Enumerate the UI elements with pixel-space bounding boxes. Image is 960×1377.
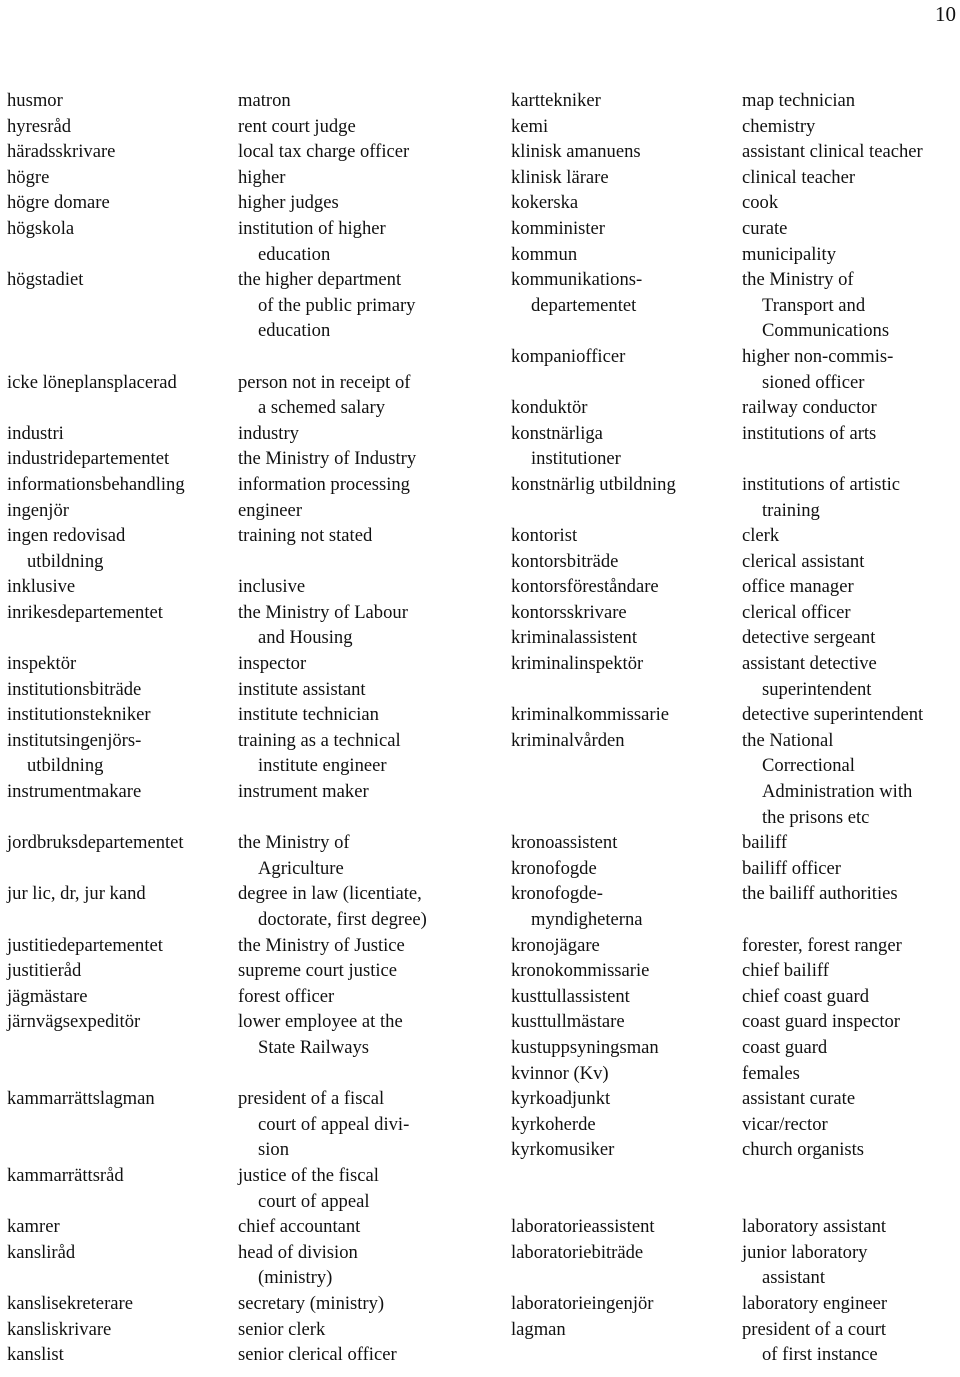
blank-line [7,395,235,421]
glossary-line: education [258,243,331,265]
glossary-line: detective superintendent [742,704,924,726]
glossary-line: institute engineer [258,755,387,777]
english-translations-column-a [238,88,466,1368]
glossary-line: of the public primary [258,294,416,316]
glossary-line: clerk [742,525,780,547]
blank-line [238,805,466,831]
blank-line [742,907,960,933]
glossary-line: kanslist [7,1344,64,1366]
glossary-line: jägmästare [7,985,88,1007]
blank-line [7,242,235,268]
blank-line [7,1137,235,1163]
glossary-line: curate [742,217,788,239]
glossary-line: ingenjör [7,499,69,521]
blank-line [511,779,739,805]
glossary-line: court of appeal [258,1190,370,1212]
glossary-line: kriminalassistent [511,627,638,649]
glossary-line: klinisk amanuens [511,141,641,163]
glossary-line: kemi [511,115,549,137]
glossary-line: detective sergeant [742,627,876,649]
glossary-line: (ministry) [258,1267,333,1289]
glossary-line: kyrkoadjunkt [511,1088,611,1110]
english-translations-column-b [742,88,960,1368]
glossary-line: sioned officer [762,371,865,393]
glossary-line: secretary (ministry) [238,1292,385,1314]
glossary-line: utbildning [27,755,104,777]
glossary-line: kammarrättsråd [7,1164,124,1186]
glossary-line: the Ministry of Labour [238,601,408,623]
blank-line [742,1163,960,1189]
glossary-line: Agriculture [258,857,344,879]
blank-line [238,344,466,370]
glossary-line: hyresråd [7,115,72,137]
blank-line [7,1189,235,1215]
glossary-line: kriminalkommissarie [511,704,670,726]
glossary-line: clerical assistant [742,550,865,572]
glossary-line: clerical officer [742,601,851,623]
glossary-line: bailiff [742,832,788,854]
glossary-line: institution of higher [238,217,386,239]
blank-line [7,293,235,319]
glossary-line: myndigheterna [531,909,643,930]
glossary-line: training [762,499,820,521]
glossary-line: komminister [511,217,605,239]
glossary-line: häradsskrivare [7,141,116,163]
blank-line [511,753,739,779]
glossary-line: utbildning [27,550,104,572]
glossary-line: departementet [531,294,637,316]
glossary-line: kommun [511,243,578,265]
glossary-line: högskola [7,217,75,239]
glossary-line: president of a court [742,1318,887,1340]
glossary-line: junior laboratory [742,1241,868,1263]
glossary-line: the Ministry of Industry [238,448,417,470]
glossary-line: kokerska [511,192,579,214]
glossary-line: assistant [762,1267,826,1289]
blank-line [511,805,739,831]
blank-line [7,1112,235,1138]
glossary-line: forest officer [238,985,335,1007]
glossary-line: matron [238,90,291,111]
blank-line [238,549,466,575]
glossary-line: justice of the fiscal [238,1164,379,1186]
glossary-line: industridepartementet [7,448,170,470]
glossary-line: vicar/rector [742,1113,828,1135]
glossary-line: supreme court justice [238,960,398,982]
glossary-line: klinisk lärare [511,166,609,188]
glossary-line: church organists [742,1139,865,1161]
blank-line [511,498,739,524]
blank-line [7,805,235,831]
glossary-line: the Ministry of [742,269,854,291]
glossary-line: railway conductor [742,397,877,419]
blank-line [7,856,235,882]
glossary-line: kriminalinspektör [511,653,644,675]
blank-line [7,1035,235,1061]
blank-line [511,1163,739,1189]
glossary-line: laboratoriebiträde [511,1241,644,1263]
glossary-line: assistant detective [742,653,877,675]
blank-line [7,907,235,933]
glossary-line: education [258,320,331,342]
glossary-line: degree in law (licentiate, [238,883,422,905]
glossary-line: kamrer [7,1216,60,1238]
glossary-line: assistant curate [742,1088,856,1110]
glossary-line: coast guard inspector [742,1011,900,1033]
blank-line [511,318,739,344]
glossary-line: assistant clinical teacher [742,141,923,163]
glossary-line: higher [238,166,286,188]
glossary-line: industry [238,422,299,444]
glossary-line: superintendent [762,678,872,700]
glossary-line: map technician [742,90,856,111]
glossary-line: industri [7,422,64,444]
glossary-line: coast guard [742,1036,828,1058]
blank-line [742,446,960,472]
glossary-line: informationsbehandling [7,473,185,495]
glossary-line: and Housing [258,627,353,649]
glossary-line: senior clerk [238,1318,326,1340]
page-number: 10 [935,2,956,26]
glossary-line: Transport and [762,294,866,316]
glossary-line: instrumentmakare [7,781,142,803]
glossary-line: kansliråd [7,1241,76,1263]
glossary-line: justitieråd [7,960,82,982]
glossary-line: institute technician [238,704,379,726]
glossary-line: rent court judge [238,115,356,137]
glossary-line: the bailiff authorities [742,883,898,905]
glossary-line: State Railways [258,1036,370,1058]
glossary-line: local tax charge officer [238,141,410,163]
glossary-line: president of a fiscal [238,1088,385,1110]
glossary-line: institutsingenjörs- [7,729,142,751]
glossary-line: kvinnor (Kv) [511,1062,609,1084]
glossary-line: kyrkomusiker [511,1139,615,1161]
glossary-line: konstnärlig utbildning [511,473,676,495]
glossary-line: chief coast guard [742,985,869,1007]
glossary-line: Communications [762,320,890,342]
glossary-line: the National [742,729,834,751]
glossary-line: kustuppsyningsman [511,1036,659,1058]
glossary-line: office manager [742,576,854,598]
glossary-line: instrument maker [238,781,369,803]
glossary-line: lagman [511,1318,566,1340]
glossary-line: inklusive [7,576,76,598]
blank-line [742,1189,960,1215]
glossary-line: forester, forest ranger [742,934,902,956]
glossary-line: information processing [238,473,410,495]
glossary-line: the prisons etc [762,806,870,828]
glossary-line: training not stated [238,525,373,547]
glossary-line: jordbruksdepartementet [7,832,184,854]
glossary-line: kammarrättslagman [7,1088,155,1110]
swedish-terms-column-b [511,88,739,1368]
glossary-line: institutions of artistic [742,473,901,495]
glossary-line: institutionstekniker [7,704,151,726]
glossary-line: females [742,1062,800,1084]
glossary-line: institutioner [531,448,621,470]
glossary-line: inspektör [7,653,77,675]
blank-line [238,1061,466,1087]
glossary-line: the Ministry of [238,832,350,854]
glossary-line: kronoassistent [511,832,618,854]
glossary-line: clinical teacher [742,166,856,188]
glossary-line: court of appeal divi- [258,1113,410,1135]
blank-line [7,625,235,651]
glossary-line: kusttullassistent [511,985,630,1007]
glossary-line: kansliskrivare [7,1318,112,1340]
glossary-line: järnvägsexpeditör [7,1011,141,1033]
glossary-line: karttekniker [511,90,601,111]
glossary-line: of first instance [762,1344,878,1366]
swedish-terms-column-a [7,88,235,1368]
glossary-line: head of division [238,1241,358,1263]
glossary-line: ingen redovisad [7,525,126,547]
glossary-line: municipality [742,243,836,265]
glossary-line: högre [7,166,50,188]
glossary-line: higher non-commis- [742,345,894,367]
glossary-line: kronofogde [511,857,597,879]
blank-line [511,677,739,703]
glossary-line: chief bailiff [742,960,829,982]
glossary-line: institute assistant [238,678,366,700]
glossary-line: kanslisekreterare [7,1292,133,1314]
glossary-line: Correctional [762,755,855,777]
glossary-line: konstnärliga [511,422,603,444]
glossary-line: engineer [238,499,303,521]
blank-line [7,344,235,370]
blank-line [511,1342,739,1368]
glossary-line: the Ministry of Justice [238,934,405,956]
glossary-line: person not in receipt of [238,371,411,393]
glossary-line: inclusive [238,576,306,598]
glossary-line: a schemed salary [258,397,385,419]
glossary-line: icke löneplansplacerad [7,371,177,393]
glossary-line: training as a technical [238,729,401,751]
blank-line [511,1265,739,1291]
glossary-line: sion [258,1139,289,1161]
glossary-line: lower employee at the [238,1011,403,1033]
glossary-line: bailiff officer [742,857,841,879]
glossary-line: higher judges [238,192,339,214]
glossary-line: laboratory engineer [742,1292,888,1314]
glossary-line: laboratorieassistent [511,1216,655,1238]
glossary-line: kronofogde- [511,883,603,905]
glossary-line: husmor [7,90,63,111]
glossary-line: chief accountant [238,1216,361,1238]
glossary-line: jur lic, dr, jur kand [7,883,146,905]
blank-line [511,370,739,396]
glossary-line: justitiedepartementet [7,934,163,956]
glossary-line: kronokommissarie [511,960,650,982]
glossary-line: inrikesdepartementet [7,601,163,623]
glossary-line: kommunikations- [511,269,643,291]
glossary-line: kronojägare [511,934,600,956]
glossary-line: the higher department [238,269,402,291]
glossary-line: kontorsföreståndare [511,576,659,598]
glossary-line: laboratory assistant [742,1216,887,1238]
glossary-line: doctorate, first degree) [258,909,427,930]
glossary-line: institutions of arts [742,422,877,444]
glossary-line: kusttullmästare [511,1011,625,1033]
glossary-line: högre domare [7,192,110,214]
glossary-line: kriminalvården [511,729,625,751]
glossary-line: kontorsbiträde [511,550,619,572]
glossary-line: kompaniofficer [511,345,626,367]
glossary-line: chemistry [742,115,816,137]
glossary-line: kontorist [511,525,578,547]
glossary-line: konduktör [511,397,588,419]
blank-line [7,1265,235,1291]
glossary-line: senior clerical officer [238,1344,397,1366]
glossary-line: högstadiet [7,269,84,291]
glossary-line: laboratorieingenjör [511,1292,654,1314]
glossary-line: inspector [238,653,307,675]
blank-line [511,1189,739,1215]
glossary-line: institutionsbiträde [7,678,142,700]
glossary-line: Administration with [762,781,913,803]
glossary-line: kontorsskrivare [511,601,627,623]
glossary-line: cook [742,192,779,214]
blank-line [7,318,235,344]
glossary-line: kyrkoherde [511,1113,596,1135]
blank-line [7,1061,235,1087]
